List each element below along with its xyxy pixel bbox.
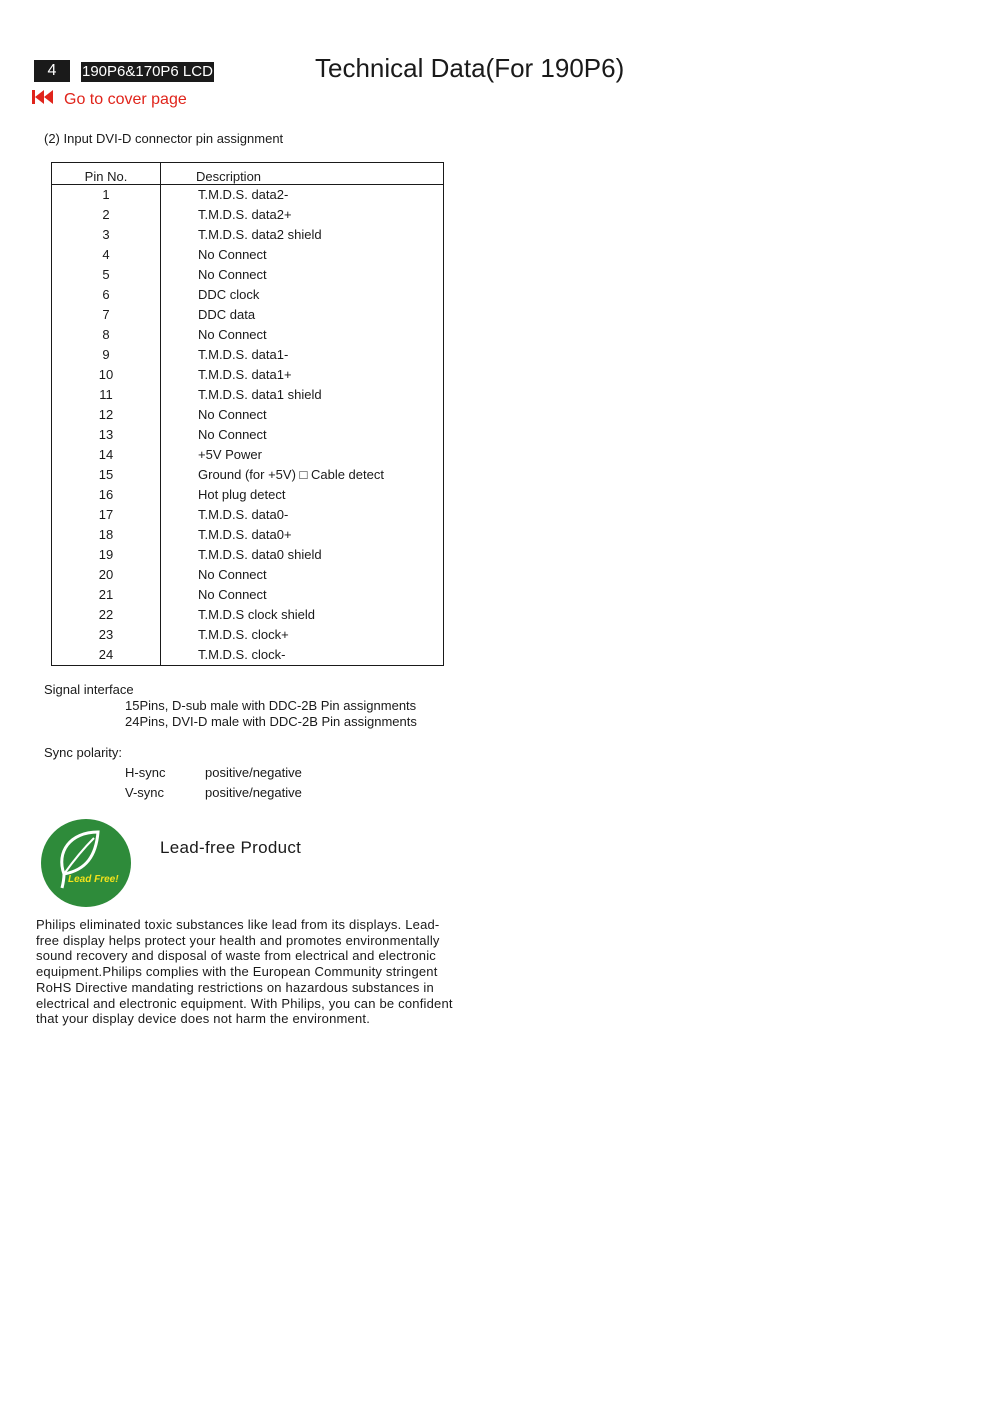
signal-interface-dvid: 24Pins, DVI-D male with DDC-2B Pin assignments (125, 714, 417, 729)
page-number: 4 (34, 60, 70, 82)
table-row (52, 305, 444, 325)
pin-number-cell: 6 (52, 285, 161, 305)
pin-description-cell: No Connect (198, 587, 267, 602)
lead-free-logo-text: Lead Free! (68, 874, 119, 885)
table-row (52, 405, 444, 425)
sync-polarity-label: Sync polarity: (44, 745, 123, 760)
model-label: 190P6&170P6 LCD (82, 63, 213, 80)
pin-number-cell: 20 (52, 565, 161, 585)
pin-number-cell: 7 (52, 305, 161, 325)
v-sync-label: V-sync (125, 785, 165, 800)
pin-description-cell: T.M.D.S. data0+ (198, 527, 292, 542)
table-row (52, 265, 444, 285)
pin-description-cell: No Connect (198, 267, 267, 282)
pin-description-cell: Hot plug detect (198, 487, 286, 502)
pin-number-cell: 1 (52, 185, 161, 206)
signal-interface-label: Signal interface (44, 682, 134, 697)
pin-number-cell: 23 (52, 625, 161, 645)
cover-link-label: Go to cover page (64, 90, 187, 108)
pin-number-cell: 21 (52, 585, 161, 605)
pin-description-cell: No Connect (198, 407, 267, 422)
pin-description-cell: No Connect (198, 567, 267, 582)
skip-back-icon (32, 89, 54, 110)
pin-assignment-table (51, 162, 444, 666)
lead-free-title: Lead-free Product (160, 838, 302, 857)
pin-no-header: Pin No. (52, 163, 161, 185)
pin-description-cell: T.M.D.S. clock- (198, 647, 286, 662)
table-row (52, 605, 444, 625)
pin-number-cell: 19 (52, 545, 161, 565)
v-sync-value: positive/negative (205, 785, 302, 800)
h-sync-value: positive/negative (205, 765, 302, 780)
pin-description-cell: T.M.D.S. data1 shield (198, 387, 322, 402)
pin-description-cell: T.M.D.S. data1+ (198, 367, 292, 382)
h-sync-label: H-sync (125, 765, 166, 780)
section-heading: (2) Input DVI-D connector pin assignment (44, 131, 284, 146)
table-header-row (52, 163, 444, 185)
table-row (52, 565, 444, 585)
table-row (52, 205, 444, 225)
lead-free-description: Philips eliminated toxic substances like lead from its displays. Lead-free display helps protect your health and promotes environmentally sound recovery and disposal of waste from electrical and electronic equipment.Philips complies with the European Community stringent RoHS Directive mandating restrictions on hazardous substances in electrical and electronic equipment. With Philips, you can be confident that your display device does not harm the environment. (36, 917, 453, 1027)
table-row (52, 485, 444, 505)
pin-number-cell: 16 (52, 485, 161, 505)
pin-description-cell: No Connect (198, 427, 267, 442)
pin-number-cell: 12 (52, 405, 161, 425)
pin-description-cell: T.M.D.S. data0- (198, 507, 289, 522)
description-header: Description (161, 163, 444, 185)
pin-description-cell: Ground (for +5V) □ Cable detect (198, 467, 384, 482)
table-row (52, 225, 444, 245)
pin-description-cell: T.M.D.S. clock+ (198, 627, 289, 642)
pin-description-cell: DDC clock (198, 287, 260, 302)
table-row (52, 545, 444, 565)
table-row (52, 325, 444, 345)
pin-number-cell: 9 (52, 345, 161, 365)
pin-number-cell: 13 (52, 425, 161, 445)
table-row (52, 445, 444, 465)
pin-description-cell: No Connect (198, 327, 267, 342)
table-row (52, 365, 444, 385)
pin-number-cell: 14 (52, 445, 161, 465)
table-row (52, 525, 444, 545)
pin-number-cell: 22 (52, 605, 161, 625)
page-title: Technical Data(For 190P6) (315, 53, 625, 83)
pin-number-cell: 15 (52, 465, 161, 485)
pin-number-cell: 5 (52, 265, 161, 285)
table-row (52, 465, 444, 485)
signal-interface-dsub: 15Pins, D-sub male with DDC-2B Pin assignments (125, 698, 417, 713)
table-row (52, 345, 444, 365)
h-sync-row (125, 765, 302, 780)
pin-description-cell: T.M.D.S. data2- (198, 187, 289, 202)
go-to-cover-link[interactable] (32, 89, 187, 110)
lead-free-logo (40, 818, 132, 908)
table-row (52, 645, 444, 666)
pin-number-cell: 4 (52, 245, 161, 265)
pin-number-cell: 11 (52, 385, 161, 405)
pin-number-cell: 10 (52, 365, 161, 385)
pin-number-cell: 3 (52, 225, 161, 245)
pin-description-cell: No Connect (198, 247, 267, 262)
table-row (52, 245, 444, 265)
pin-number-cell: 2 (52, 205, 161, 225)
pin-description-cell: T.M.D.S. data2 shield (198, 227, 322, 242)
table-row (52, 285, 444, 305)
pin-description-cell: T.M.D.S. data0 shield (198, 547, 322, 562)
pin-description-cell: T.M.D.S clock shield (198, 607, 316, 622)
pin-number-cell: 17 (52, 505, 161, 525)
table-row (52, 185, 444, 206)
pin-number-cell: 8 (52, 325, 161, 345)
pin-description-cell: DDC data (198, 307, 256, 322)
table-row (52, 625, 444, 645)
table-row (52, 585, 444, 605)
pin-description-cell: T.M.D.S. data1- (198, 347, 289, 362)
table-row (52, 505, 444, 525)
pin-number-cell: 24 (52, 645, 161, 666)
pin-description-cell: T.M.D.S. data2+ (198, 207, 292, 222)
table-row (52, 425, 444, 445)
v-sync-row (125, 785, 302, 800)
pin-number-cell: 18 (52, 525, 161, 545)
pin-description-cell: +5V Power (198, 447, 262, 462)
table-row (52, 385, 444, 405)
